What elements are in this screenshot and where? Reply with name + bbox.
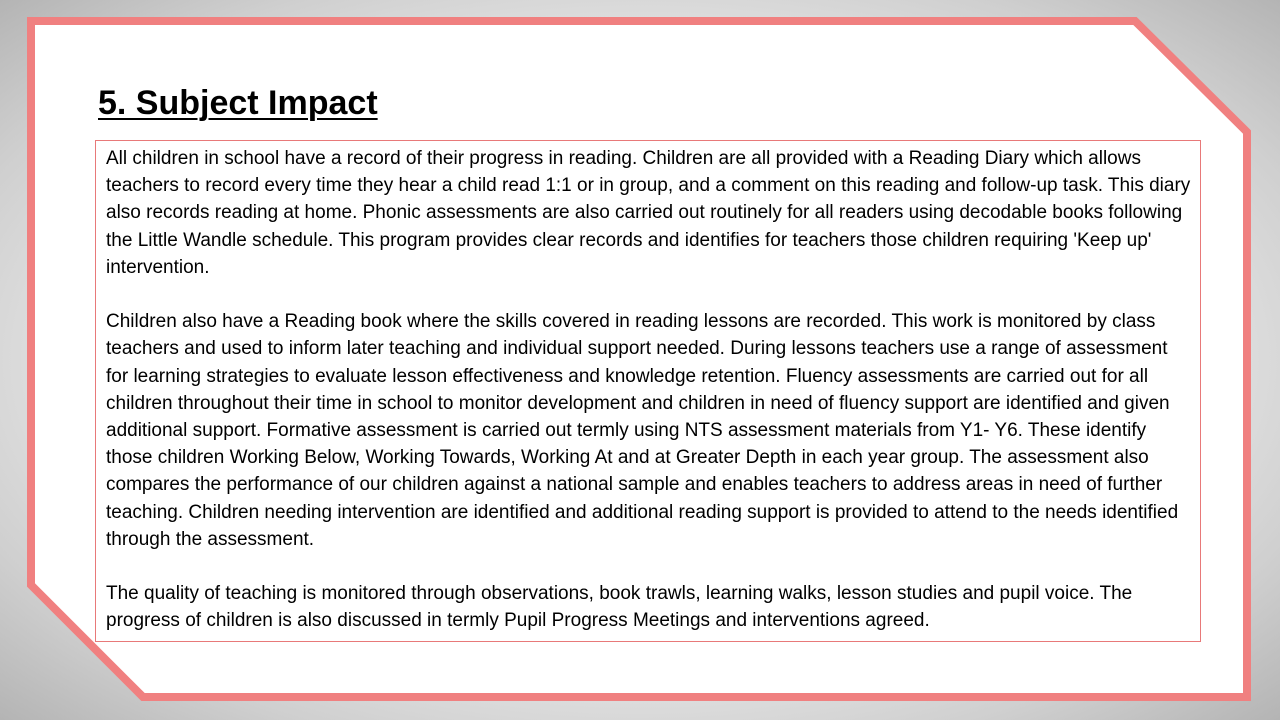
paragraph-assessment: Children also have a Reading book where the skills covered in reading lessons are recorded. This work is monitored by class teachers and used to inform later teaching and individual support needed. During lessons teachers use a range of assessment for learning strategies to evaluate lesson effectiveness and knowledge retention. Fluency assessments are carried out for all children throughout their time in school to monitor development and children in need of fluency support are identified and given additional support. Formative assessment is carried out termly using NTS assessment materials from Y1- Y6. These identify those children Working Below, Working Towards, Working At and at Greater Depth in each year group. The assessment also compares the performance of our children against a national sample and enables teachers to address areas in need of further teaching. Children needing intervention are identified and additional reading support is provided to attend to the needs identified through the assessment.	[106, 311, 1179, 550]
content-text-box	[95, 140, 1201, 642]
paragraph-reading-records: All children in school have a record of their progress in reading. Children are all provided with a Reading Diary which allows teachers to record every time they hear a child read 1:1 or in group, and a comment on this reading and follow-up task. This diary also records reading at home. Phonic assessments are also carried out routinely for all readers using decodable books following the Little Wandle schedule. This program provides clear records and identifies for teachers those children requiring 'Keep up' intervention.	[106, 148, 1191, 278]
paragraph-teaching-quality: The quality of teaching is monitored through observations, book trawls, learning walks, lesson studies and pupil voice. The progress of children is also discussed in termly Pupil Progress Meetings and interventions agreed.	[106, 583, 1133, 632]
page-title: 5. Subject Impact	[98, 84, 378, 122]
